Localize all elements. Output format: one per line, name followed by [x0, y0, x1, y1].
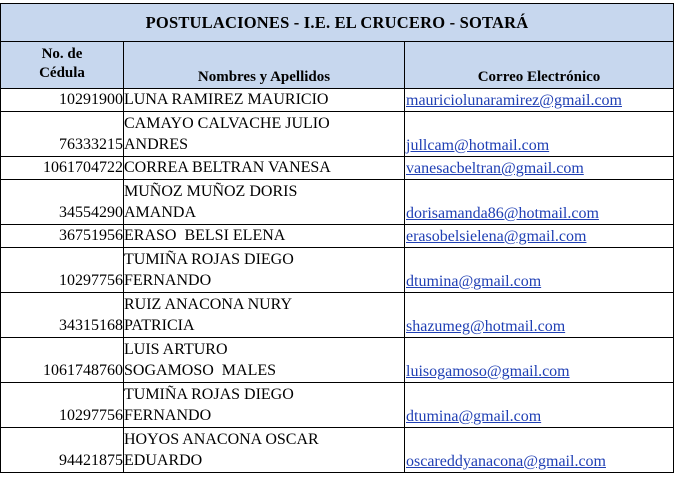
- postulaciones-table: [0, 3, 674, 473]
- email-link[interactable]: luisogamoso@gmail.com: [406, 363, 570, 380]
- nombre-cell: [124, 180, 405, 225]
- cedula-cell: 36751956: [1, 225, 124, 248]
- cedula-cell: 76333215: [1, 112, 124, 157]
- correo-cell: [405, 428, 674, 473]
- table-row: [1, 338, 674, 383]
- table-row: [1, 248, 674, 293]
- correo-cell: [405, 157, 674, 180]
- email-link[interactable]: dtumina@gmail.com: [406, 408, 542, 425]
- correo-cell: [405, 180, 674, 225]
- nombre-line2: FERNANDO: [124, 407, 212, 424]
- nombre-line1: CAMAYO CALVACHE JULIO: [124, 115, 330, 132]
- nombre-cell: [124, 383, 405, 428]
- cedula-cell: 1061748760: [1, 338, 124, 383]
- nombre-line1: LUNA RAMIREZ MAURICIO: [124, 91, 329, 108]
- table-body: [1, 89, 674, 473]
- correo-cell: [405, 338, 674, 383]
- cedula-cell: 34554290: [1, 180, 124, 225]
- nombre-cell: [124, 89, 405, 112]
- nombre-line1: TUMIÑA ROJAS DIEGO: [124, 251, 294, 268]
- table-row: [1, 180, 674, 225]
- nombre-line2: AMANDA: [124, 204, 196, 221]
- nombre-line1: CORREA BELTRAN VANESA: [124, 159, 331, 176]
- cedula-cell: 1061704722: [1, 157, 124, 180]
- table-row: [1, 225, 674, 248]
- email-link[interactable]: mauriciolunaramirez@gmail.com: [406, 92, 622, 109]
- nombre-line2: FERNANDO: [124, 272, 212, 289]
- cedula-cell: 34315168: [1, 293, 124, 338]
- title-row: [1, 4, 674, 42]
- cedula-cell: 10291900: [1, 89, 124, 112]
- table-row: [1, 383, 674, 428]
- email-link[interactable]: dorisamanda86@hotmail.com: [406, 205, 599, 222]
- correo-cell: [405, 293, 674, 338]
- nombre-line2: ANDRES: [124, 136, 189, 153]
- nombre-cell: [124, 338, 405, 383]
- nombre-cell: [124, 157, 405, 180]
- email-link[interactable]: oscareddyanacona@gmail.com: [406, 453, 606, 470]
- nombre-line2: EDUARDO: [124, 452, 203, 469]
- nombre-line1: RUIZ ANACONA NURY: [124, 296, 293, 313]
- nombre-cell: [124, 225, 405, 248]
- nombre-line2: SOGAMOSO MALES: [124, 362, 277, 379]
- header-cedula-line1: No. de: [41, 46, 83, 62]
- cedula-cell: 10297756: [1, 248, 124, 293]
- correo-cell: [405, 112, 674, 157]
- table-row: [1, 157, 674, 180]
- header-correo: Correo Electrónico: [405, 42, 674, 89]
- nombre-line2: PATRICIA: [124, 317, 195, 334]
- header-nombres: Nombres y Apellidos: [124, 42, 405, 89]
- correo-cell: [405, 225, 674, 248]
- nombre-cell: [124, 293, 405, 338]
- nombre-cell: [124, 428, 405, 473]
- email-link[interactable]: vanesacbeltran@gmail.com: [406, 160, 584, 177]
- header-cedula: [1, 42, 124, 89]
- correo-cell: [405, 383, 674, 428]
- nombre-line1: TUMIÑA ROJAS DIEGO: [124, 386, 294, 403]
- email-link[interactable]: erasobelsielena@gmail.com: [406, 228, 587, 245]
- nombre-cell: [124, 248, 405, 293]
- nombre-line1: LUIS ARTURO: [124, 341, 228, 358]
- nombre-line1: ERASO BELSI ELENA: [124, 227, 286, 244]
- table-row: [1, 89, 674, 112]
- table-title: POSTULACIONES - I.E. EL CRUCERO - SOTARÁ: [1, 4, 674, 42]
- nombre-line1: MUÑOZ MUÑOZ DORIS: [124, 183, 298, 200]
- header-row: [1, 42, 674, 89]
- table-row: [1, 428, 674, 473]
- email-link[interactable]: shazumeg@hotmail.com: [406, 318, 566, 335]
- email-link[interactable]: dtumina@gmail.com: [406, 273, 542, 290]
- table-row: [1, 112, 674, 157]
- correo-cell: [405, 248, 674, 293]
- header-cedula-line2: Cédula: [39, 65, 85, 81]
- correo-cell: [405, 89, 674, 112]
- cedula-cell: 10297756: [1, 383, 124, 428]
- email-link[interactable]: jullcam@hotmail.com: [406, 137, 550, 154]
- nombre-line1: HOYOS ANACONA OSCAR: [124, 431, 319, 448]
- nombre-cell: [124, 112, 405, 157]
- table-row: [1, 293, 674, 338]
- cedula-cell: 94421875: [1, 428, 124, 473]
